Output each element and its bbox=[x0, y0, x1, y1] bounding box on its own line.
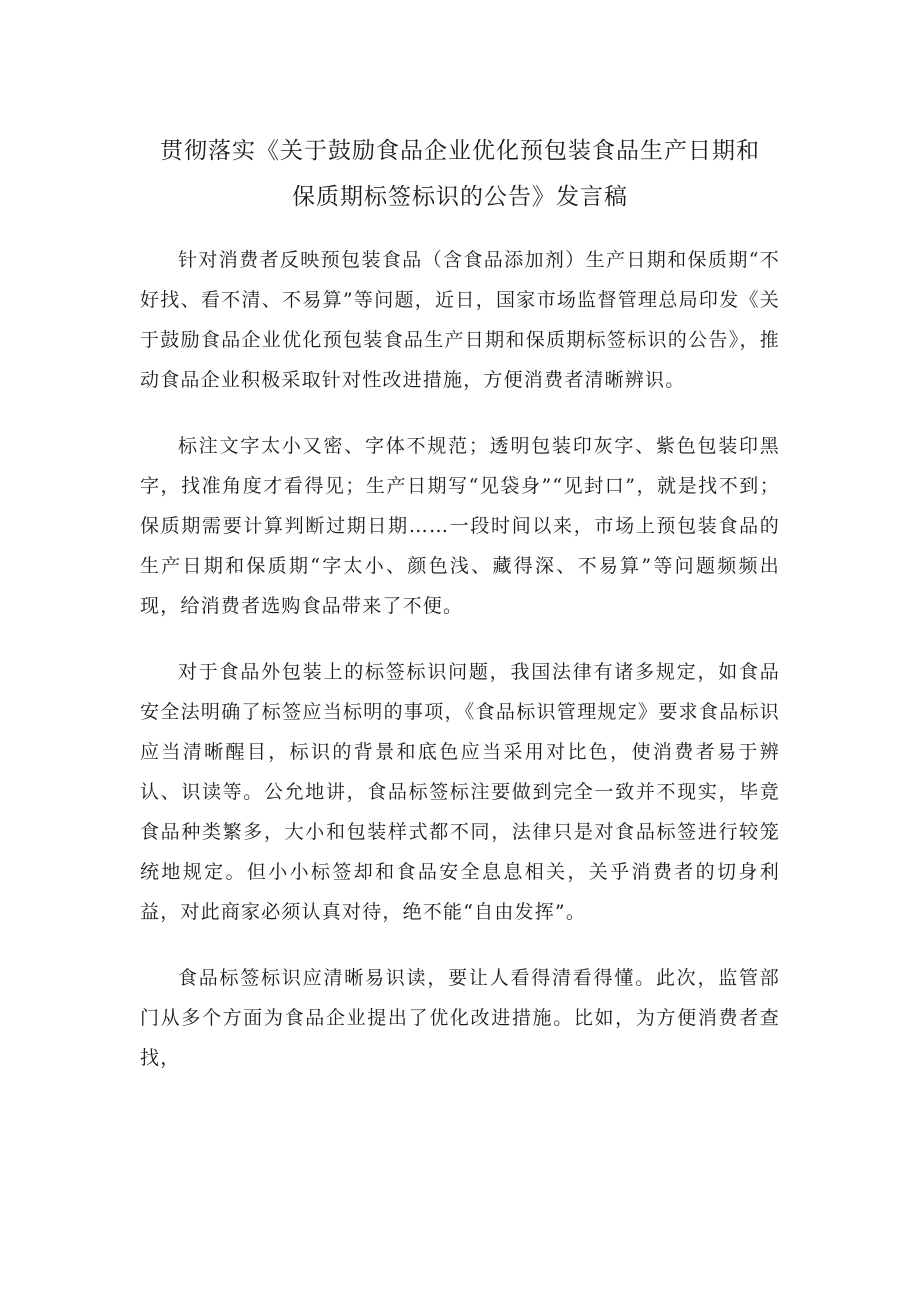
paragraph-4: 食品标签标识应清晰易识读，要让人看得清看得懂。此次，监管部门从多个方面为食品企业提出了优化改进措施。比如，为方便消费者查找， bbox=[140, 967, 780, 1069]
paragraph-1: 针对消费者反映预包装食品（含食品添加剂）生产日期和保质期“不好找、看不清、不易算”等问题，近日，国家市场监督管理总局印发《关于鼓励食品企业优化预包装食品生产日期和保质期标签标识的公告》，推动食品企业积极采取针对性改进措施，方便消费者清晰辨识。 bbox=[140, 249, 780, 391]
paragraph-3: 对于食品外包装上的标签标识问题，我国法律有诸多规定，如食品安全法明确了标签应当标明的事项，《食品标识管理规定》要求食品标识应当清晰醒目，标识的背景和底色应当采用对比色，使消费者易于辨认、识读等。公允地讲，食品标签标注要做到完全一致并不现实，毕竟食品种类繁多，大小和包装样式都不同，法律只是对食品标签进行较笼统地规定。但小小标签却和食品安全息息相关，关乎消费者的切身利益，对此商家必须认真对待，绝不能“自由发挥”。 bbox=[140, 661, 780, 923]
document-title-line-1: 贯彻落实《关于鼓励食品企业优化预包装食品生产日期和 bbox=[160, 138, 760, 164]
document-body bbox=[140, 240, 780, 1104]
paragraph-2: 标注文字太小又密、字体不规范；透明包装印灰字、紫色包装印黑字，找准角度才看得见；生产日期写“见袋身”“见封口”，就是找不到；保质期需要计算判断过期日期……一段时间以来，市场上预包装食品的生产日期和保质期“字太小、颜色浅、藏得深、不易算”等问题频频出现，给消费者选购食品带来了不便。 bbox=[140, 435, 780, 617]
document-title-line-2: 保质期标签标识的公告》发言稿 bbox=[292, 184, 628, 210]
